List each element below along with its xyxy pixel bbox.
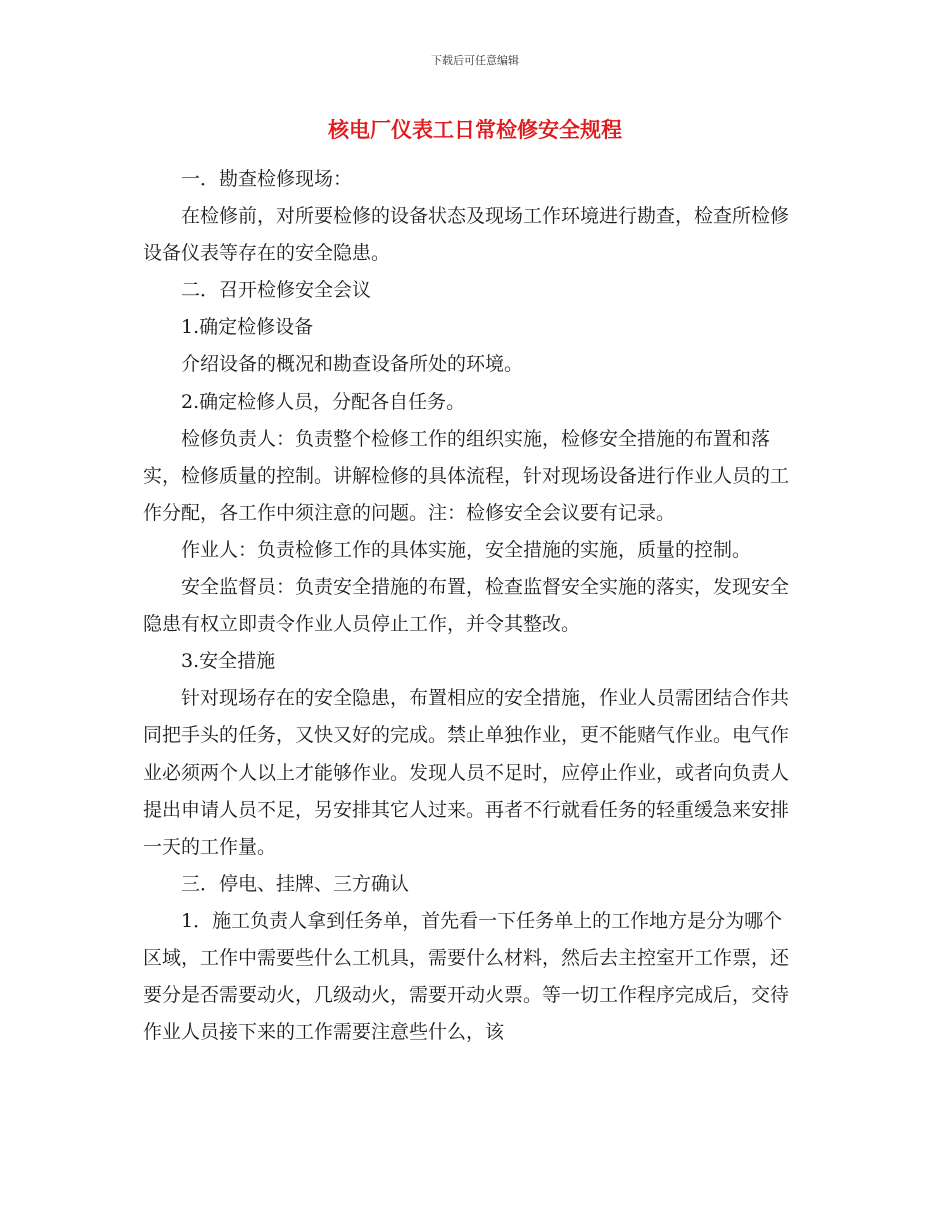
section-heading-3: 三．停电、挂牌、三方确认: [181, 872, 410, 895]
document-title: 核电厂仪表工日常检修安全规程: [328, 118, 622, 142]
subheading: 2.确定检修人员，分配各自任务。: [181, 390, 466, 413]
subheading: 3.安全措施: [181, 650, 276, 673]
subheading: 1.确定检修设备: [181, 316, 314, 339]
paragraph: 检修负责人：负责整个检修工作的组织实施，检修安全措施的布置和落实，检修质量的控制。讲解检修的具体流程，针对现场设备进行作业人员的工作分配，各工作中须注意的问题。注：检修安全会议要有记录。: [143, 427, 790, 524]
paragraph: 在检修前，对所要检修的设备状态及现场工作环境进行勘查，检查所检修设备仪表等存在的安全隐患。: [143, 205, 790, 265]
document-body: [143, 161, 798, 1051]
header-note: 下载后可任意编辑: [431, 54, 519, 67]
paragraph: 针对现场存在的安全隐患，布置相应的安全措施，作业人员需团结合作共同把手头的任务，又快又好的完成。禁止单独作业，更不能赌气作业。电气作业必须两个人以上才能够作业。发现人员不足时，应停止作业，或者向负责人提出申请人员不足，另安排其它人过来。再者不行就看任务的轻重缓急来安排一天的工作量。: [143, 687, 790, 858]
paragraph: 介绍设备的概况和勘查设备所处的环境。: [181, 353, 524, 376]
paragraph: 1．施工负责人拿到任务单，首先看一下任务单上的工作地方是分为哪个区域，工作中需要些什么工机具，需要什么材料，然后去主控室开工作票，还要分是否需要动火，几级动火，需要开动火票。等一切工作程序完成后，交待作业人员接下来的工作需要注意些什么，该: [143, 909, 790, 1044]
section-heading-1: 一．勘查检修现场：: [181, 168, 353, 190]
paragraph: 安全监督员：负责安全措施的布置，检查监督安全实施的落实，发现安全隐患有权立即责令作业人员停止工作，并令其整改。: [143, 576, 790, 636]
paragraph: 作业人：负责检修工作的具体实施，安全措施的实施，质量的控制。: [181, 538, 752, 561]
section-heading-2: 二．召开检修安全会议: [181, 279, 372, 302]
